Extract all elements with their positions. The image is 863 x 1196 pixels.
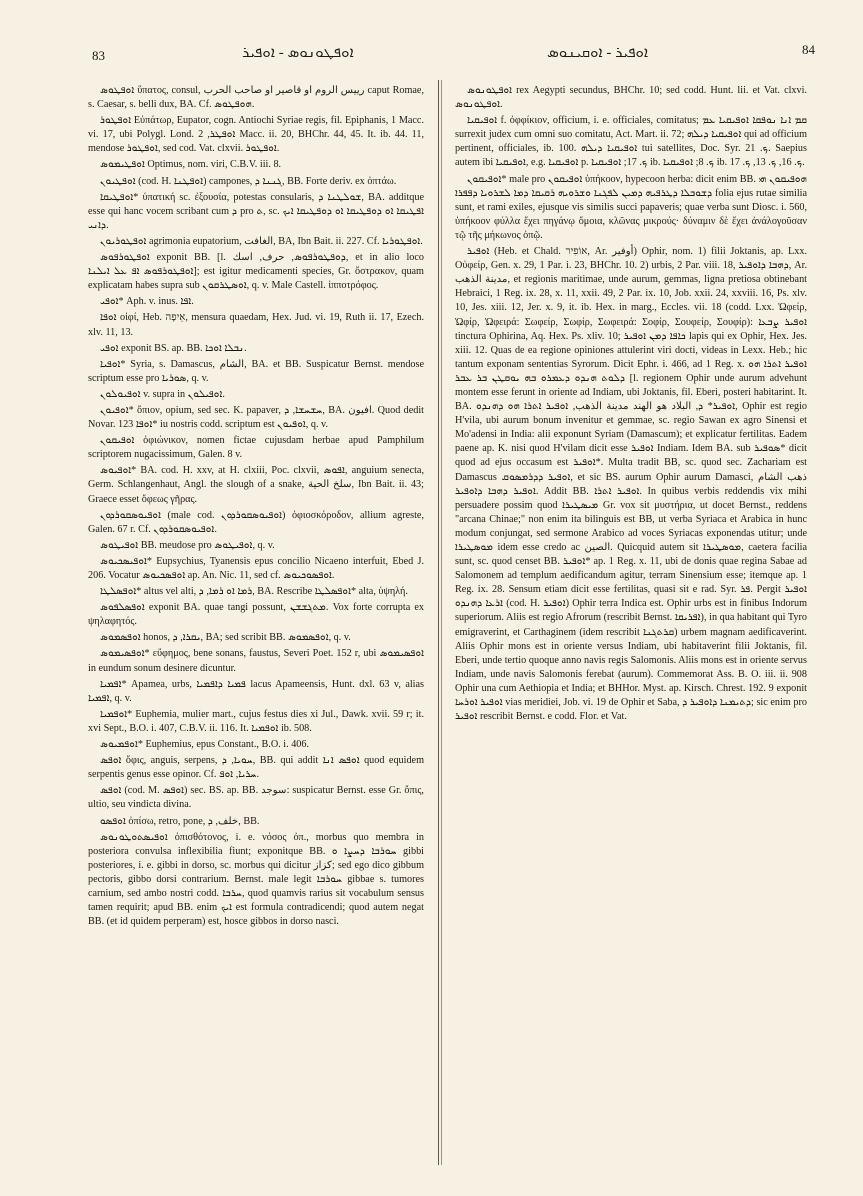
- entry: ܐܘܦܛܘܪ Εὐπάτωρ, Eupator, cogn. Antiochi Syriae regis, fil. Epiphanis, 1 Macc. vi. 17, ubi Polygl. Lond. ܐܘܦܛܪ, 2 Macc. ii. 20, BHChr. 44, 45. It. ib. 44. 11, mendose ܐܘܦܛܘܪ, sed cod. Vat. clxvii. ܐܘܦܛܘܪ.: [88, 115, 424, 155]
- entry: ܐܘܦܡܝܘܣ* Euphemius, epus Constant., B.O. i. 406.: [100, 739, 310, 751]
- entry: ܐܘܦܝܩܘܢ* male pro ܐܘܦܝܩܘܢ ὑπήκοον, hypecoon herba: dicit enim BB. ܗܘܦܝܩܘܢ ܗܝ ܕܫܘܒܠܐ ܕܛܪܦܝܗ ܕܡܝܢ ܠܦܓܢܐ ܘܫܪܘܝܗ ܪܩܝܩܐ ܕܡܐ ܠܫܪܘܝܐ ܕܦܦܪܐ folia ejus rutae similia sunt, et rami exiles, ejusque vis similis succi papaveris; quae verba sunt Diosc. i. 560, ὑπήκοον φύλλα ἔχει πηγάνῳ ὅμοια, κλῶνας μικρούς· δύναμιν δὲ ἔχει ἀνάλογοῦσαν τῷ τῆς μήκωνος ὀπῷ.: [455, 173, 807, 241]
- right-page-number: 84: [802, 42, 815, 57]
- entry: ܐܘܦܛܝܘܢ (cod. H. ܐܘܦܛܢܐ) campones, ܓܢܢܐ ܕ, BB. Forte deriv. ex ὀπτάω.: [100, 175, 397, 187]
- entry: ܐܘܦܝܛܘܣ BB. meudose pro ܐܘܦܝܛܘܣ, q. v.: [100, 539, 275, 551]
- column-divider: [438, 80, 439, 1165]
- left-column: [88, 84, 424, 1159]
- entry: ܐܘܦܝܘܢ* ὄπιον, opium, sed sec. K. papaver, ܚܫܚܫܐ, ܕ, BA. افيون. Quod dedit Novar. 123 ܐܘܦܐ* iu nostris codd. scriptum est ܐܘܦܝܘܢ, q. v.: [88, 404, 424, 431]
- entry: ܐܘܦܛܘܪܝܘܢ agrimonia eupatorium, الغافت, BA, Ibn Bait. ii. 227. Cf. ܐܘܦܛܘܪܝܐ.: [100, 235, 423, 247]
- page-header: [92, 42, 815, 66]
- entry: ܐܘܦܝ exponit BS. ap. BB. ܢܒܠܐ ܐܘܟܐ.: [100, 342, 247, 354]
- entry: ܐܘܦܣܠܦܘܣ exponit BA. quae tangi possunt, ܡܬܓܫܫܢ. Vox forte corrupta ex ψηλαφητός.: [88, 602, 424, 628]
- entry: ܐܘܦܛܘܪܦܘܣ exponit BB. [l. ܕܘܦܛܘܪܦܘܣ, حرف, اسك, et in alio loco ܐܘܦܛܘܪܦܘܣ ܐܦ ܥܠ ܐܝܠܢܐ]; est igitur medicamenti species, Gr. ὄστρακον, quam explicatam habes supra sub ܐܘܣܛܪܩܘܢ, q. v. Male Castell. ἱπποτρόφος.: [88, 252, 424, 292]
- entry: ܐܘܦܛܘܣ ὕπατος, consul, رييس الروم او قاصير او صاحب الحرب caput Romae, s. Caesar, s. belli dux, BA. Cf. ܗܘܦܛܘܣ.: [88, 85, 424, 111]
- entry: ܐܘܦܣܠܛܐ* altus vel alti, ܪܡܐ ܐܘ ܪܡܐ, ܕ, BA. Rescribe ܐܘܦܣܠܛܐ* alta, ὑψηλή.: [100, 586, 408, 598]
- entry: ܐܘܦܝܣܬܘܛܘܢܘܣ ὀπισθότονος, i. e. νόσος ὀπ., morbus quo membra in posteriora convulsa inflexibilia fiunt; exponitque BB. ܚܘܪܒܐ ܕܚܨܐ ܘ gibbi posteriores, i. e. gibbi in dorso, sc. morbus qui dicitur كزاز; sed ego dico gibbum pectoris, gibbo dorsi contrarium. Bernst. male legit ܚܘܪܒܐ gibbae s. tumores carnium, sed ambo nostri codd. ܚܪܒܐ, quod quamvis rarius sit vocabulum sensus tamen requirit; apud BB. enim ܐܝܟ est formula contradicendi; quod autem negat BB. (et id quidem perperam) est, hosce gibbos in dorso nasci.: [88, 831, 424, 928]
- entry: ܐܘܦܝܪ (Heb. et Chald. אוֹפִיר, Ar. أوفير) Ophir, nom. 1) filii Joktanis, ap. Lxx. Οὐφείρ, Gen. x. 29, 1 Par. i. 23, BHChr. 10. 2) urbis, 2 Par. viii. 18, ܕܗܒܐ ܕܐܘܦܝܪ, Ar. مدينة الذهب, et regionis maritimae, unde aurum, gemmas, ligna pretiosa obtinebant Hebraici, 1 Reg. ix. 28, x. 11, xxii. 49, 2 Par. ix. 10, Job. xxii. 24, xxviii. 16, Ps. xlv. 10, Jes. xiii. 12, Jer. x. 9, it. ib. Hex. in marg., Eccles. vii. 18 (codd. Lxx. Ὠφείρ, Ὠφίρ, Ὠφειρά: Σωφείρ, Σωφίρ, Σωφειρά: Σοφίρ, Σουφείρ, Σουφίρ): ܐܘܦܝܪ ܨܒܥܐ tinctura Ophirina, Aq. Hex. Ps. xliv. 10; ܟܐܦܐ ܕܡܢ ܐܘܦܝܪ lapis qui ex Ophir, Hex. Jes. xiii. 12. Quas de ea regione opiniones attulerint viri docti, videas in Lexx. Heb.; hic tantum exponam sententias Syrorum. Dicit Ephr. i. 466, ad 1 Reg. x. ܐܘܦܝܪ ܐܬܪܐ ܗܘ ܕܠܘܬ ܗܢܕܘ ܕܥܡܪܘ ܒܗ ܝܘܩܛܢ ܒܪ ܥܒܪ [l. regionem Ophir unde aurum advehunt montem esse ferunt in oriente ad Indiam, ubi Joktanis, fil. Eberi, posteri habitarint. It. BA. ܐܘܦܝܪ* ܕ, البلاد هو الهند مدينة الذهب, ܐܘܦܝܪ ܐܬܪܐ ܗܘ ܕܗܢܕܘ, Ophir est regio H'vila, ubi aurum bonum invenitur et gemmae, sc. regio Sawan ex agro Sinensi et Mo'adensi in India: alii exponunt Syriam (Damascum); et explicatur fertilitas. Eadem paene ap. K. nisi quod H'vilam dicit esse ܐܘܦܝܪ Indiam. Idem BA. sub ܣܘܦܝܪ* dicit quod ad ejus occasum est ܐܘܦܝܪ*. Multa tradit BB, sc. quod sec. Zachariam est Damascus ܐܘܦܝܪ ܕܕܪܡܣܘܩ, et sic BS. aurum Ophir aurum Damasci, ذهب الشام ܐܘܦܝܪ ܕܗܒܐ ܕܐܘܦܝܪ. Addit BB. ܐܘܦܝܪ ܐܬܪܐ. In quibus verbis reddendis vix mihi persuadere possim quod ܡܝܣܛܝܪܐ Gr. vox sit μυστήρια, ut docet Bernst., reddens "arcana Chinae;" non enim ita bilinguis est BB, ut verba Syriaca et Arabica in hunc modum conjungat, sed sermone Arabico ad voces Syriacas exponendas utitur; unde ܡܘܣܛܝܪܐ idem esse credo ac الصين. Quicquid autem sit ܡܘܣܛܝܪܐ, caetera facilia sunt, sc. quod censet BB. ܐܘܦܝܪ* ap. 1 Reg. x. 11, ubi de donis quae regina Sabae ad Salomonem ad templum aedificandum agitur, terram Sinensium esse; itemque ap. 1 Reg. ix. 28. Sensum etiam dicit esse fertilitas, quasi sit e rad. Syr. ܦܪ. Pergit ܐܘܦܝܪ ܐܪܥܐ ܕܗܢܕܘ (cod. H. ܐܘܦܝܪ) Ophir terra Indica est. Ophir urbs est in finibus Indorum superiorum. Aliis est regio Afrorum (rescribit Bernst. ܐܦܪܝܩܐ), in qua habitant qui Tyro emigraverint, et Carthaginem (idem rescribit ܩܪܬܓܢܐ) urbem magnam aedificaverint. Aliis Ophir mons est in oriente versus Indiam, ubi habitaverint filii Joktanis, fil. Eberi, unde tertio quoque anno navis regis Salomonis. Aliis mons est in oriente servus Indiam, unde navis Salomonis ferebat (aurum). Commemorat Ass. B. O. iii. ii. 908 Ophir una cum Aethiopia et India; et BHHor. Myst. ap. Kirsch. Chrest. 192. 9 exponit ܐܘܦܝܪ ܐܘܪܚܐ vias meridiei, Job. vi. 19 de Ophir et Saba, ܕܬܝܡܢܐ ܕܐܘܦܝܪ ܕ; sic enim pro ܐܘܦܝܪ rescribit Bernst. e codd. Flor. et Vat.: [455, 246, 807, 723]
- entry: ܐܘܦܝܣܟܝܘܣ* Eupsychius, Tyanensis epus concilio Nicaeno interfuit, Ebed J. 206. Vocatur ܐܘܦܣܟܝܘܣ ap. An. Nic. 11, sed cf. ܐܘܦܣܘܟܝܘܣ.: [88, 555, 424, 581]
- left-page-number: 83: [92, 48, 105, 63]
- entry: ܐܘܦܝܐ* Syria, s. Damascus, الشام, BA. et BB. Suspicatur Bernst. mendose scriptum esse pro ܣܘܪܝܐ, q. v.: [88, 358, 424, 384]
- right-running-head: ܐܘܦܝܪ - ܐܘܩܝܢܘܣ: [547, 45, 649, 61]
- entry: ܐܘܦܝ* Aph. v. inus. ܐܦܐ.: [100, 296, 194, 308]
- entry: ܐܘܦܝܘܠܘܢ v. supra in ܐܘܦܝܠܘܢ.: [100, 388, 225, 400]
- entry: ܐܘܦܝܩܝܐ f. ὀφφίκιον, officium, i. e. officiales, comitatus; ܩܡ ܐܢܐ ܢܘܦܩܐ ܐܘܦܝܩܝܐ ܥܡ surrexit judex cum omni suo comitatu, Act. Mart. ii. 72; ܐܘܦܝܩܝܐ ܕܝܠܗ qui ad officium pertinent, officiales, ib. 100. ܐܘܦܝܩܝܐ ܕܝܠܗ tui satellites, Doc. Syr. ܟ. 21. Saepius autem ibi ܐܘܦܝܩܝܐ, e.g. ܐܘܦܝܩܝܐ p. ܟ. 17; ܐܘܦܝܩܝܐ ib. ܟ. 8; ܐܘܦܝܩܝܐ ib. ܟ. 16, ܟ. 13, ܟ. 17.: [455, 115, 807, 169]
- entry: ܐܘܦܝܘܣ* BA. cod. H. xxv, at H. clxiii, Poc. clxvii, ܐܦܘܣ, anguium senecta, Germ. Schlangenhaut, Angl. the slough of a snake, سلخ الحية, Ibn Bait. ii. 43; Graece esset ὄφεως γῆρας.: [88, 465, 424, 505]
- entry: ܐܦܡܝܐ* Apamea, urbs, ܦܡܝܐ ܕܐܦܡܝܐ lacus Apameensis, Hunt. dxl. 63 v, alias ܐܦܡܝܐ, q. v.: [88, 678, 424, 704]
- entry: ܐܘܦܛܝܡܘܣ Optimus, nom. viri, C.B.V. iii. 8.: [100, 159, 282, 171]
- left-running-head: ܐܘܦܛܘܢܘܣ - ܐܘܦܝܪ: [242, 45, 354, 61]
- entry: ܐܘܦܣܘ ὀπίσω, retro, pone, خلف, ܕ, BB.: [100, 815, 260, 827]
- entry: ܐܘܦܣܝܡܘܣ* εὔφημος, bene sonans, faustus, Severi Poet. 152 r, ubi ܐܘܦܣܝܡܘܣ in eundum sonum desinere dicuntur.: [88, 648, 424, 674]
- entry: ܐܘܦܛܝܩܐ* ὑπατική sc. ἐξουσία, potestas consularis, ܫܘܠܛܢܐ ܕ, BA. additque esse qui hanc vocem scribant cum ܕ pro ܬ, sc. ܐܦܛܝܩܐ ܐܘ ܕܘܦܛܝܩܐ ܐܘ ܕܘܦܛܝܩܐ ܐܝܟ ܕܐܢܝ.: [88, 191, 424, 231]
- entry: ܐܘܦܝܩܘܢ ὀφιώνικον, nomen fictae cujusdam herbae apud Pamphilum scriptorem nugacissimum, Galen. 8 v.: [88, 435, 424, 461]
- right-column: [455, 84, 807, 1009]
- entry: ܐܘܦܣ ὄφις, anguis, serpens, ܚܘܝܐ, ܕ, BB. qui addit ܐܘܦܣ ܐܢܐ quod equidem serpentis genus esse opinor. Cf. ܚܪܝܐ, ܐܘܦ.: [88, 755, 424, 781]
- entry: ܐܘܦܐ οἰφί, Heb. אֵיפָה, mensura quaedam, Hex. Jud. vi. 19, Ruth ii. 17, Ezech. xlv. 11, 13.: [88, 312, 424, 338]
- column-divider-inner: [441, 80, 442, 1165]
- entry: ܐܘܦܣܡܘܣ honos, ܝܩܪܐ, ܕ, BA; sed scribit BB. ܐܘܦܣܡܘܣ, q. v.: [100, 632, 351, 644]
- entry: ܐܘܦܝܘܣܩܘܪܕܘܢ (male cod. ܐܘܦܝܘܣܩܘܪܕܘܢ) ὀφιοσκόροδον, allium agreste, Galen. 67 r. Cf. ܐܘܦܝܘܣܩܘܪܕܘܢ.: [88, 509, 424, 535]
- entry: ܐܘܦܡܝܐ* Euphemia, mulier mart., cujus festus dies xi Jul., Dawk. xvii. 59 r; it. xvi Sept., B.O. i. 407, C.B.V. ii. 116. It. ܐܘܦܡܝܐ ib. 508.: [88, 708, 424, 734]
- entry: ܐܘܦܛܘܢܘܣ rex Aegypti secundus, BHChr. 10; sed codd. Hunt. lii. et Vat. clxvi. ܐܘܦܛܘܢܘܣ.: [455, 85, 807, 111]
- entry: ܐܘܦܣ (cod. M. ܐܘܦܣ) sec. BS. ap. BB. سوجد: suspicatur Bernst. esse Gr. ὄπις, ultio, seu vindicta divina.: [88, 785, 424, 811]
